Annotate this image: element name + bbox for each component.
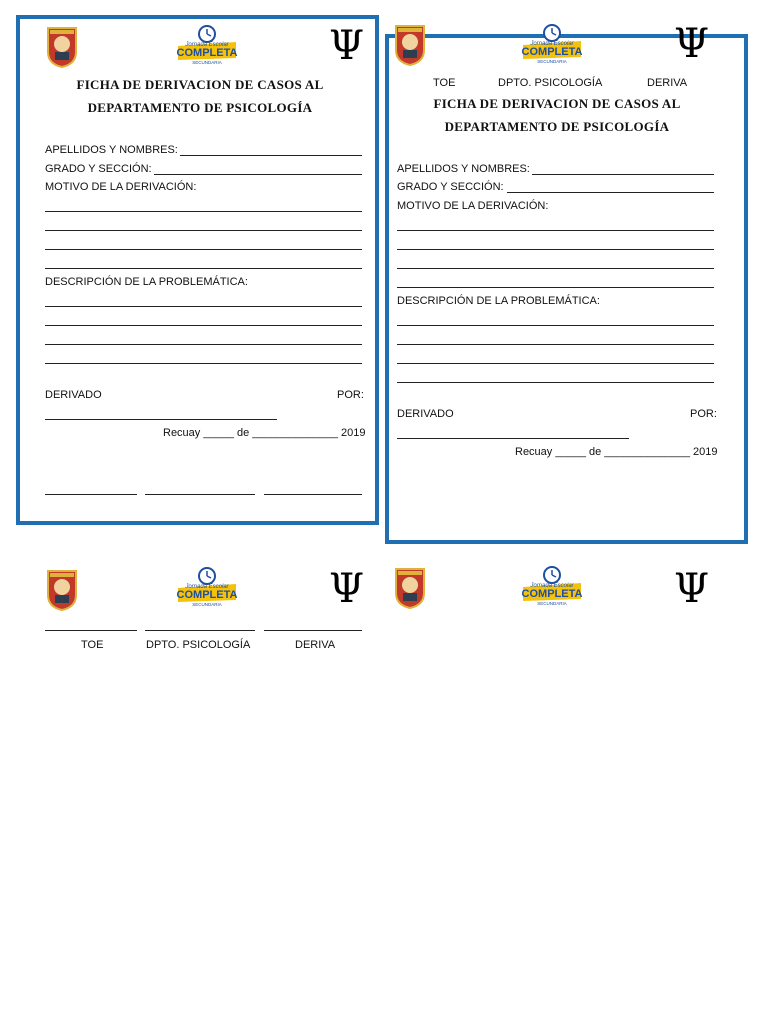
by-label: POR:	[337, 389, 364, 401]
name-field-line[interactable]	[180, 155, 362, 156]
logo-line3: SECUNDARIA	[537, 59, 567, 64]
reason-line[interactable]	[45, 249, 362, 250]
grade-field-line[interactable]	[507, 192, 714, 193]
logo-line1: Jornada Escolar	[185, 584, 229, 590]
form-title-line1: FICHA DE DERIVACION DE CASOS AL	[433, 96, 681, 111]
logo-line2: COMPLETA	[176, 47, 238, 59]
logo-line1: Jornada Escolar	[530, 583, 574, 589]
signature-line-deriva[interactable]	[264, 494, 362, 495]
psychology-psi-icon: Ψ	[329, 566, 365, 612]
logo-line3: SECUNDARIA	[192, 60, 222, 65]
problem-line[interactable]	[45, 363, 362, 364]
form-title-line2: DEPARTAMENTO DE PSICOLOGÍA	[444, 119, 670, 134]
problem-line[interactable]	[45, 306, 362, 307]
reason-line[interactable]	[397, 287, 714, 288]
signature-line-dept[interactable]	[145, 630, 255, 631]
place-date-text: Recuay _____ de ______________ 2019	[515, 446, 718, 458]
label-dept: DPTO. PSICOLOGÍA	[146, 639, 251, 651]
problem-line[interactable]	[45, 325, 362, 326]
label-deriva: DERIVA	[295, 639, 336, 651]
school-crest-icon	[45, 24, 79, 68]
form-title-line2: DEPARTAMENTO DE PSICOLOGÍA	[87, 100, 313, 115]
reason-line[interactable]	[397, 268, 714, 269]
name-label: APELLIDOS Y NOMBRES:	[397, 163, 530, 175]
jornada-escolar-logo-icon	[521, 23, 583, 65]
psychology-psi-icon: Ψ	[329, 23, 365, 69]
label-toe: TOE	[81, 639, 104, 651]
problem-line[interactable]	[397, 344, 714, 345]
logo-line2: COMPLETA	[176, 589, 238, 601]
reason-line[interactable]	[45, 230, 362, 231]
problem-label: DESCRIPCIÓN DE LA PROBLEMÁTICA:	[45, 276, 248, 288]
signature-line-toe[interactable]	[45, 494, 137, 495]
psychology-psi-icon: Ψ	[674, 21, 710, 67]
school-crest-icon	[45, 567, 79, 611]
label-toe: TOE	[433, 77, 456, 89]
signature-line-dept[interactable]	[145, 494, 255, 495]
grade-label: GRADO Y SECCIÓN:	[45, 163, 152, 175]
problem-label: DESCRIPCIÓN DE LA PROBLEMÁTICA:	[397, 295, 600, 307]
derived-label: DERIVADO	[45, 389, 102, 401]
derived-by-line[interactable]	[45, 419, 277, 420]
reason-label: MOTIVO DE LA DERIVACIÓN:	[397, 200, 549, 212]
logo-line2: COMPLETA	[521, 588, 583, 600]
reason-label: MOTIVO DE LA DERIVACIÓN:	[45, 181, 197, 193]
grade-label: GRADO Y SECCIÓN:	[397, 181, 504, 193]
reason-line[interactable]	[397, 230, 714, 231]
reason-line[interactable]	[45, 211, 362, 212]
by-label: POR:	[690, 408, 717, 420]
form-title-line1: FICHA DE DERIVACION DE CASOS AL	[76, 77, 324, 92]
problem-line[interactable]	[397, 363, 714, 364]
problem-line[interactable]	[397, 325, 714, 326]
reason-line[interactable]	[45, 268, 362, 269]
name-label: APELLIDOS Y NOMBRES:	[45, 144, 178, 156]
school-crest-icon	[393, 22, 427, 66]
logo-line1: Jornada Escolar	[185, 42, 229, 48]
jornada-escolar-logo-icon	[176, 566, 238, 608]
derived-label: DERIVADO	[397, 408, 454, 420]
form-title	[40, 73, 360, 119]
label-deriva: DERIVA	[647, 77, 688, 89]
place-date-text: Recuay _____ de ______________ 2019	[163, 427, 366, 439]
name-field-line[interactable]	[532, 174, 714, 175]
derived-by-line[interactable]	[397, 438, 629, 439]
problem-line[interactable]	[397, 382, 714, 383]
logo-line3: SECUNDARIA	[192, 602, 222, 607]
psychology-psi-icon: Ψ	[674, 566, 710, 612]
problem-line[interactable]	[45, 344, 362, 345]
school-crest-icon	[393, 565, 427, 609]
jornada-escolar-logo-icon	[176, 24, 238, 66]
label-dept: DPTO. PSICOLOGÍA	[498, 77, 603, 89]
signature-line-toe[interactable]	[45, 630, 137, 631]
logo-line2: COMPLETA	[521, 46, 583, 58]
logo-line1: Jornada Escolar	[530, 41, 574, 47]
jornada-escolar-logo-icon	[521, 565, 583, 607]
reason-line[interactable]	[397, 249, 714, 250]
signature-line-deriva[interactable]	[264, 630, 362, 631]
logo-line3: SECUNDARIA	[537, 601, 567, 606]
grade-field-line[interactable]	[154, 174, 362, 175]
form-title	[397, 92, 717, 138]
